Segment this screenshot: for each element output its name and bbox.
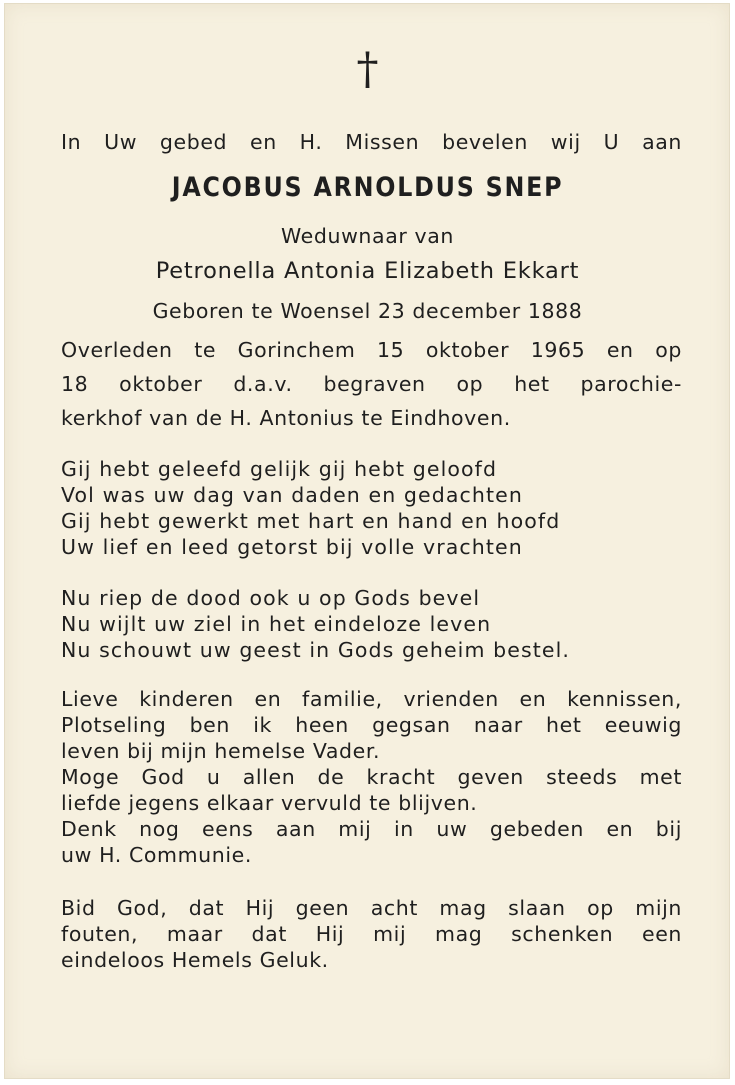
deceased-name: JACOBUS ARNOLDUS SNEP <box>171 172 564 203</box>
farewell-line-7: uw H. Communie. <box>61 843 252 867</box>
poem-line-1: Gij hebt geleefd gelijk gij hebt geloofd <box>61 457 498 481</box>
intro-line: In Uw gebed en H. Missen bevelen wij U aan <box>61 130 682 154</box>
spouse-name: Petronella Antonia Elizabeth Ekkart <box>155 258 580 284</box>
prayer-line-1: Bid God, dat Hij geen acht mag slaan op mijn <box>61 896 682 920</box>
farewell-line-6: Denk nog eens aan mij in uw gebeden en bij <box>61 817 682 841</box>
death-line-2: 18 oktober d.a.v. begraven op het parochie- <box>61 372 682 396</box>
poem-line-3: Gij hebt gewerkt met hart en hand en hoofd <box>61 509 561 533</box>
poem-line-6: Nu wijlt uw ziel in het eindeloze leven <box>61 612 492 636</box>
prayer-line-2: fouten, maar dat Hij mij mag schenken een <box>61 922 682 946</box>
death-line-3: kerkhof van de H. Antonius te Eindhoven. <box>61 406 511 430</box>
relation-line: Weduwnaar van <box>280 224 454 248</box>
death-line-1: Overleden te Gorinchem 15 oktober 1965 en op <box>61 338 682 362</box>
poem-line-2: Vol was uw dag van daden en gedachten <box>61 483 523 507</box>
prayer-line-3: eindeloos Hemels Geluk. <box>61 948 329 972</box>
poem-line-5: Nu riep de dood ook u op Gods bevel <box>61 586 481 610</box>
poem-line-4: Uw lief en leed getorst bij volle vrachten <box>61 535 523 559</box>
farewell-line-1: Lieve kinderen en familie, vrienden en kennissen, <box>61 687 682 711</box>
birth-line: Geboren te Woensel 23 december 1888 <box>152 299 583 323</box>
farewell-line-4: Moge God u allen de kracht geven steeds met <box>61 765 682 789</box>
poem-line-7: Nu schouwt uw geest in Gods geheim bestel. <box>61 638 571 662</box>
farewell-line-2: Plotseling ben ik heen gegsan naar het eeuwig <box>61 713 682 737</box>
cross-icon: † <box>356 44 379 95</box>
farewell-line-5: liefde jegens elkaar vervuld te blijven. <box>61 791 478 815</box>
farewell-line-3: leven bij mijn hemelse Vader. <box>61 739 381 763</box>
